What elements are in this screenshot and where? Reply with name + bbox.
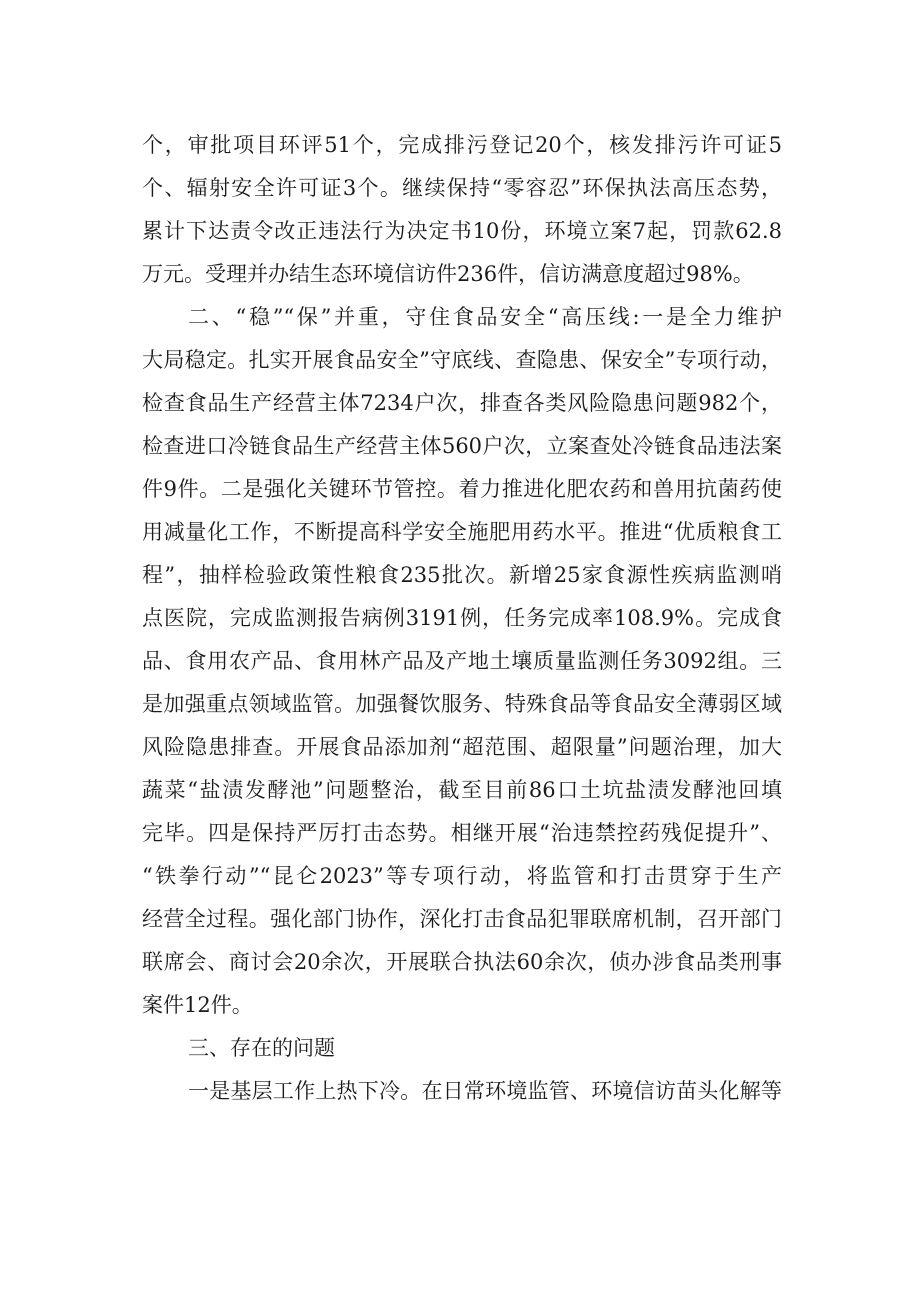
body-text-line: 个，审批项目环评51个，完成排污登记20个，核发排污许可证5: [142, 133, 782, 157]
body-text-line: 蔬菜“盐渍发酵池”问题整治，截至目前86口土坑盐渍发酵池回填: [142, 778, 782, 802]
body-text-line: 经营全过程。强化部门协作，深化打击食品犯罪联席机制，召开部门: [142, 907, 782, 931]
body-text-line: 点医院，完成监测报告病例3191例，任务完成率108.9%。完成食: [142, 606, 782, 630]
body-text-line: 是加强重点领域监管。加强餐饮服务、特殊食品等食品安全薄弱区域: [142, 692, 782, 716]
body-text-line: 大局稳定。扎实开展食品安全”守底线、查隐患、保安全”专项行动，: [142, 348, 782, 372]
body-text-line: 完毕。四是保持严厉打击态势。相继开展“治违禁控药残促提升”、: [142, 821, 782, 845]
body-text-line: 一是基层工作上热下冷。在日常环境监管、环境信访苗头化解等: [188, 1079, 782, 1103]
body-text-line: 用减量化工作，不断提高科学安全施肥用药水平。推进“优质粮食工: [142, 520, 782, 544]
body-text-line: 检查进口冷链食品生产经营主体560户次，立案查处冷链食品违法案: [142, 434, 782, 458]
body-text-line: “铁拳行动”“昆仑2023”等专项行动，将监管和打击贯穿于生产: [142, 864, 782, 888]
body-text-line: 万元。受理并办结生态环境信访件236件，信访满意度超过98%。: [142, 262, 754, 286]
section-heading: 三、存在的问题: [188, 1036, 335, 1060]
body-text-line: 联席会、商讨会20余次，开展联合执法60余次，侦办涉食品类刑事: [142, 950, 782, 974]
body-text-line: 风险隐患排查。开展食品添加剂“超范围、超限量”问题治理，加大: [142, 735, 782, 759]
body-text-line: 案件12件。: [142, 993, 253, 1017]
body-text-line: 程”，抽样检验政策性粮食235批次。新增25家食源性疾病监测哨: [142, 563, 782, 587]
body-text-line: 品、食用农产品、食用林产品及产地土壤质量监测任务3092组。三: [142, 649, 782, 673]
body-text-line: 件9件。二是强化关键环节管控。着力推进化肥农药和兽用抗菌药使: [142, 477, 782, 501]
body-text-line: 累计下达责令改正违法行为决定书10份，环境立案7起，罚款62.8: [142, 219, 782, 243]
body-text-line: 检查食品生产经营主体7234户次，排查各类风险隐患问题982个，: [142, 391, 782, 415]
body-text-line: 个、辐射安全许可证3个。继续保持“零容忍”环保执法高压态势，: [142, 176, 782, 200]
section-heading-line: 二、“稳”“保”并重，守住食品安全“高压线:一是全力维护: [188, 305, 782, 329]
